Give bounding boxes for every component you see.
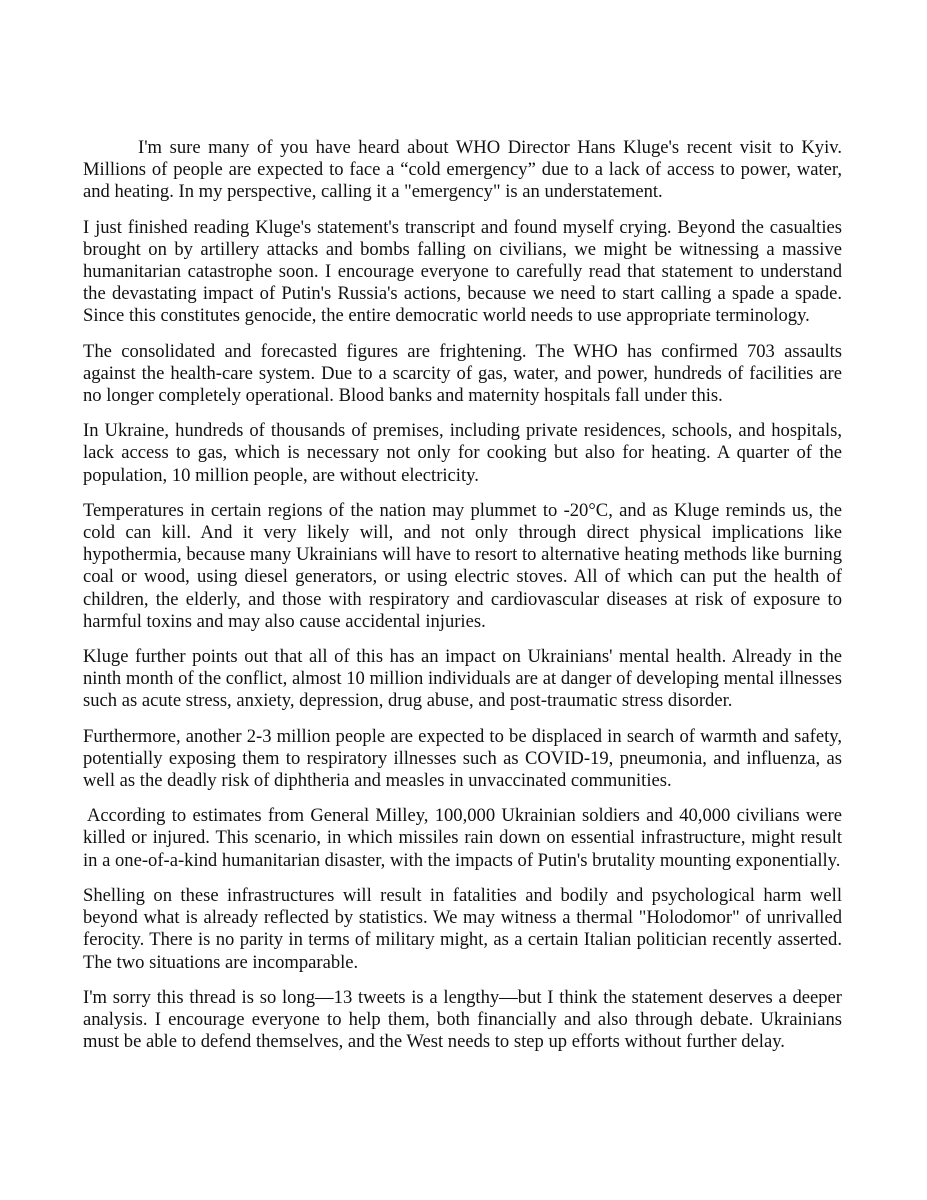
paragraph-7: Furthermore, another 2-3 million people are expected to be displaced in search of warmth and safety, potentially exposing them to respiratory illnesses such as COVID-19, pneumonia, and influenza, as well as the deadly risk of diphtheria and measles in unvaccinated communities. bbox=[83, 725, 842, 792]
paragraph-10: I'm sorry this thread is so long—13 tweets is a lengthy—but I think the statement deserves a deeper analysis. I encourage everyone to help them, both financially and also through debate. Ukrainians must be able to defend themselves, and the West needs to step up efforts without further delay. bbox=[83, 986, 842, 1053]
document-body bbox=[83, 137, 842, 1066]
paragraph-9: Shelling on these infrastructures will result in fatalities and bodily and psychological harm well beyond what is already reflected by statistics. We may witness a thermal "Holodomor" of unrivalled ferocity. There is no parity in terms of military might, as a certain Italian politician recently asserted. The two situations are incomparable. bbox=[83, 884, 842, 973]
paragraph-3: The consolidated and forecasted figures are frightening. The WHO has confirmed 703 assaults against the health-care system. Due to a scarcity of gas, water, and power, hundreds of facilities are no longer completely operational. Blood banks and maternity hospitals fall under this. bbox=[83, 340, 842, 407]
paragraph-5: Temperatures in certain regions of the nation may plummet to -20°C, and as Kluge reminds us, the cold can kill. And it very likely will, and not only through direct physical implications like hypothermia, because many Ukrainians will have to resort to alternative heating methods like burning coal or wood, using diesel generators, or using electric stoves. All of which can put the health of children, the elderly, and those with respiratory and cardiovascular diseases at risk of exposure to harmful toxins and may also cause accidental injuries. bbox=[83, 499, 842, 632]
paragraph-8: According to estimates from General Milley, 100,000 Ukrainian soldiers and 40,000 civilians were killed or injured. This scenario, in which missiles rain down on essential infrastructure, might result in a one-of-a-kind humanitarian disaster, with the impacts of Putin's brutality mounting exponentially. bbox=[83, 805, 842, 871]
paragraph-1: I'm sure many of you have heard about WHO Director Hans Kluge's recent visit to Kyiv. Millions of people are expected to face a “cold emergency” due to a lack of access to power, water, and heating. In my perspective, calling it a "emergency" is an understatement. bbox=[83, 137, 842, 203]
paragraph-2: I just finished reading Kluge's statement's transcript and found myself crying. Beyond the casualties brought on by artillery attacks and bombs falling on civilians, we might be witnessing a massive humanitarian catastrophe soon. I encourage everyone to carefully read that statement to understand the devastating impact of Putin's Russia's actions, because we need to start calling a spade a spade. Since this constitutes genocide, the entire democratic world needs to use appropriate terminology. bbox=[83, 216, 842, 327]
paragraph-4: In Ukraine, hundreds of thousands of premises, including private residences, schools, and hospitals, lack access to gas, which is necessary not only for cooking but also for heating. A quarter of the population, 10 million people, are without electricity. bbox=[83, 420, 842, 486]
paragraph-6: Kluge further points out that all of this has an impact on Ukrainians' mental health. Already in the ninth month of the conflict, almost 10 million individuals are at danger of developing mental illnesses such as acute stress, anxiety, depression, drug abuse, and post-traumatic stress disorder. bbox=[83, 646, 842, 712]
